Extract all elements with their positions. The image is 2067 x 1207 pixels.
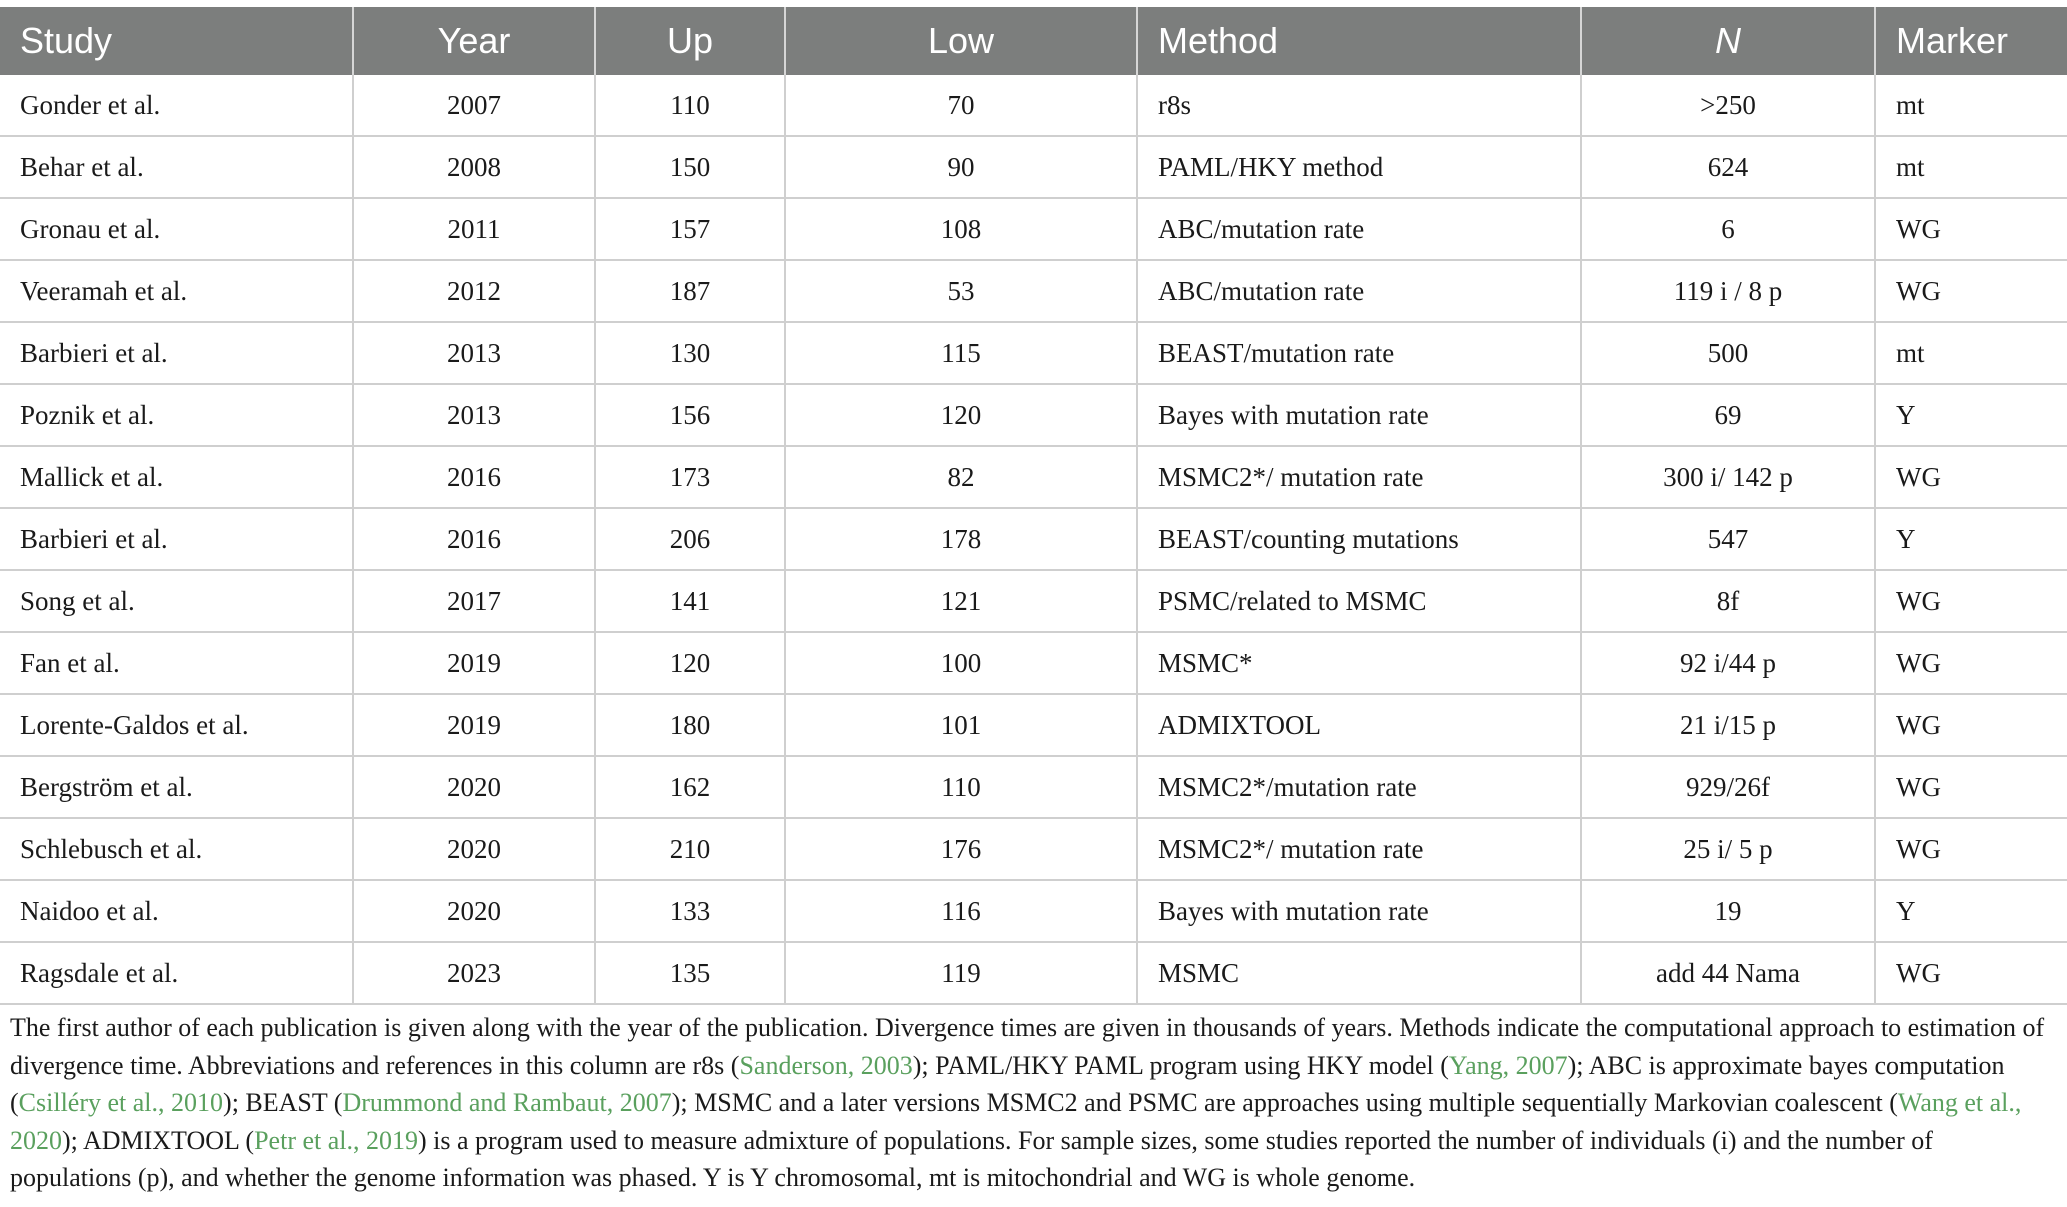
cell-n: 19 — [1581, 880, 1875, 942]
table-row — [0, 136, 2067, 198]
cell-n: >250 — [1581, 75, 1875, 136]
cell-study: Poznik et al. — [0, 384, 353, 446]
cell-year: 2013 — [353, 322, 595, 384]
cell-method: MSMC — [1137, 942, 1581, 1004]
cell-up: 162 — [595, 756, 785, 818]
cell-marker: Y — [1875, 508, 2067, 570]
table-row — [0, 942, 2067, 1004]
cell-up: 120 — [595, 632, 785, 694]
cell-low: 100 — [785, 632, 1137, 694]
cell-year: 2008 — [353, 136, 595, 198]
cell-marker: WG — [1875, 198, 2067, 260]
cell-n: 300 i/ 142 p — [1581, 446, 1875, 508]
table-row — [0, 508, 2067, 570]
cell-year: 2020 — [353, 880, 595, 942]
cell-year: 2020 — [353, 756, 595, 818]
cell-study: Fan et al. — [0, 632, 353, 694]
cell-n: 547 — [1581, 508, 1875, 570]
cell-low: 53 — [785, 260, 1137, 322]
divergence-times-table — [0, 7, 2067, 1005]
cell-marker: WG — [1875, 446, 2067, 508]
cell-year: 2011 — [353, 198, 595, 260]
cell-year: 2017 — [353, 570, 595, 632]
cell-study: Veeramah et al. — [0, 260, 353, 322]
table-row — [0, 260, 2067, 322]
footnote-text: ) is a program used to measure admixture of populations. For sample sizes, some studies reported the number of individuals (i) and the number of populations (p), and whether the genome information was phased. Y is Y chromosomal, mt is mitochondrial and WG is whole genome. — [10, 1125, 1933, 1192]
cell-low: 176 — [785, 818, 1137, 880]
cell-study: Gonder et al. — [0, 75, 353, 136]
reference-link[interactable]: Yang, 2007 — [1448, 1050, 1568, 1080]
cell-study: Schlebusch et al. — [0, 818, 353, 880]
cell-study: Barbieri et al. — [0, 322, 353, 384]
cell-n: 929/26f — [1581, 756, 1875, 818]
cell-low: 70 — [785, 75, 1137, 136]
table-row — [0, 322, 2067, 384]
cell-marker: WG — [1875, 818, 2067, 880]
cell-study: Mallick et al. — [0, 446, 353, 508]
table-row — [0, 756, 2067, 818]
cell-study: Lorente-Galdos et al. — [0, 694, 353, 756]
cell-method: MSMC2*/ mutation rate — [1137, 446, 1581, 508]
cell-up: 187 — [595, 260, 785, 322]
footnote-text: ); ABC is approximate bayes computation ( — [10, 1050, 2005, 1117]
cell-n: 6 — [1581, 198, 1875, 260]
cell-n: 8f — [1581, 570, 1875, 632]
header-up: Up — [595, 7, 785, 75]
cell-method: ABC/mutation rate — [1137, 198, 1581, 260]
cell-low: 115 — [785, 322, 1137, 384]
cell-n: 624 — [1581, 136, 1875, 198]
reference-link[interactable]: Csilléry et al., 2010 — [18, 1088, 224, 1117]
cell-marker: WG — [1875, 632, 2067, 694]
cell-up: 157 — [595, 198, 785, 260]
table-row — [0, 384, 2067, 446]
table-row — [0, 632, 2067, 694]
cell-up: 156 — [595, 384, 785, 446]
cell-method: ABC/mutation rate — [1137, 260, 1581, 322]
cell-up: 135 — [595, 942, 785, 1004]
header-year: Year — [353, 7, 595, 75]
cell-low: 119 — [785, 942, 1137, 1004]
cell-year: 2020 — [353, 818, 595, 880]
cell-method: r8s — [1137, 75, 1581, 136]
cell-marker: Y — [1875, 384, 2067, 446]
reference-link[interactable]: Drummond and Rambaut, 2007 — [342, 1088, 672, 1117]
cell-method: Bayes with mutation rate — [1137, 384, 1581, 446]
footnote-text: ); BEAST ( — [223, 1088, 343, 1117]
footnote-text: ); PAML/HKY PAML program using HKY model ( — [912, 1050, 1449, 1080]
footnote-text: The first author of each publication is given along with the year of the publication. Divergence times are given in thousands of years. Methods indicate the computational approach to estimation of divergence time. Abbreviations and references in this column are r8s ( — [10, 1013, 2045, 1080]
cell-study: Ragsdale et al. — [0, 942, 353, 1004]
cell-method: MSMC2*/ mutation rate — [1137, 818, 1581, 880]
cell-method: BEAST/mutation rate — [1137, 322, 1581, 384]
cell-marker: WG — [1875, 756, 2067, 818]
footnote-text: ); MSMC and a later versions MSMC2 and PSMC are approaches using multiple sequentially Markovian coalescent ( — [671, 1088, 1898, 1117]
cell-n: 92 i/44 p — [1581, 632, 1875, 694]
cell-method: PAML/HKY method — [1137, 136, 1581, 198]
cell-marker: WG — [1875, 694, 2067, 756]
cell-year: 2007 — [353, 75, 595, 136]
cell-year: 2019 — [353, 694, 595, 756]
cell-n: 119 i / 8 p — [1581, 260, 1875, 322]
cell-study: Barbieri et al. — [0, 508, 353, 570]
cell-year: 2013 — [353, 384, 595, 446]
cell-up: 150 — [595, 136, 785, 198]
cell-marker: mt — [1875, 136, 2067, 198]
header-marker: Marker — [1875, 7, 2067, 75]
cell-method: PSMC/related to MSMC — [1137, 570, 1581, 632]
header-row — [0, 7, 2067, 75]
cell-study: Gronau et al. — [0, 198, 353, 260]
cell-n: 500 — [1581, 322, 1875, 384]
cell-marker: WG — [1875, 942, 2067, 1004]
footnote-text: ); ADMIXTOOL ( — [62, 1125, 255, 1155]
cell-up: 180 — [595, 694, 785, 756]
cell-low: 178 — [785, 508, 1137, 570]
cell-study: Behar et al. — [0, 136, 353, 198]
table-body — [0, 75, 2067, 1004]
cell-year: 2019 — [353, 632, 595, 694]
header-method: Method — [1137, 7, 1581, 75]
cell-up: 141 — [595, 570, 785, 632]
cell-low: 121 — [785, 570, 1137, 632]
cell-low: 101 — [785, 694, 1137, 756]
cell-study: Naidoo et al. — [0, 880, 353, 942]
cell-up: 110 — [595, 75, 785, 136]
cell-low: 90 — [785, 136, 1137, 198]
cell-marker: mt — [1875, 322, 2067, 384]
table-row — [0, 694, 2067, 756]
cell-method: MSMC* — [1137, 632, 1581, 694]
reference-link[interactable]: Wang et al., 2020 — [10, 1088, 2022, 1155]
cell-up: 206 — [595, 508, 785, 570]
cell-marker: WG — [1875, 570, 2067, 632]
cell-up: 133 — [595, 880, 785, 942]
cell-low: 116 — [785, 880, 1137, 942]
table-row — [0, 198, 2067, 260]
table-row — [0, 880, 2067, 942]
cell-marker: Y — [1875, 880, 2067, 942]
reference-link[interactable]: Petr et al., 2019 — [254, 1125, 419, 1155]
cell-n: 25 i/ 5 p — [1581, 818, 1875, 880]
cell-n: 69 — [1581, 384, 1875, 446]
cell-year: 2016 — [353, 508, 595, 570]
cell-study: Song et al. — [0, 570, 353, 632]
header-n: N — [1581, 7, 1875, 75]
cell-n: add 44 Nama — [1581, 942, 1875, 1004]
cell-up: 130 — [595, 322, 785, 384]
cell-low: 108 — [785, 198, 1137, 260]
cell-method: MSMC2*/mutation rate — [1137, 756, 1581, 818]
cell-low: 110 — [785, 756, 1137, 818]
cell-year: 2016 — [353, 446, 595, 508]
header-study: Study — [0, 7, 353, 75]
table-row — [0, 818, 2067, 880]
table-wrapper — [0, 7, 2067, 1005]
cell-year: 2023 — [353, 942, 595, 1004]
cell-up: 173 — [595, 446, 785, 508]
table-row — [0, 446, 2067, 508]
cell-year: 2012 — [353, 260, 595, 322]
cell-marker: WG — [1875, 260, 2067, 322]
cell-method: BEAST/counting mutations — [1137, 508, 1581, 570]
header-low: Low — [785, 7, 1137, 75]
cell-study: Bergström et al. — [0, 756, 353, 818]
cell-method: ADMIXTOOL — [1137, 694, 1581, 756]
cell-method: Bayes with mutation rate — [1137, 880, 1581, 942]
table-row — [0, 75, 2067, 136]
table-row — [0, 570, 2067, 632]
cell-n: 21 i/15 p — [1581, 694, 1875, 756]
cell-marker: mt — [1875, 75, 2067, 136]
cell-up: 210 — [595, 818, 785, 880]
table-footnote — [10, 1009, 2060, 1197]
cell-low: 120 — [785, 384, 1137, 446]
cell-low: 82 — [785, 446, 1137, 508]
reference-link[interactable]: Sanderson, 2003 — [739, 1050, 913, 1080]
